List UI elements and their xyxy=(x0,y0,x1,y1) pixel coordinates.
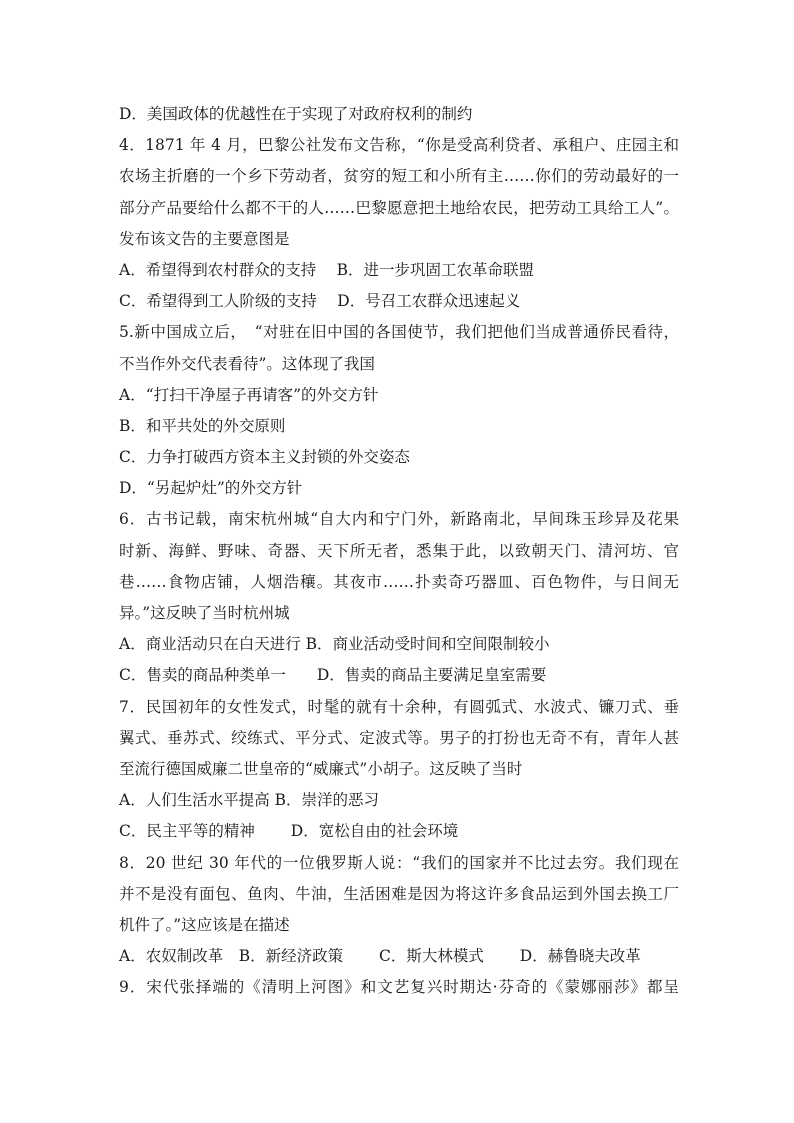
question-line: 并不是没有面包、鱼肉、牛油，生活困难是因为将这许多食品运到外国去换工厂 xyxy=(119,884,679,903)
option-line: A．“打扫干净屋子再请客”的外交方针 xyxy=(119,385,379,404)
option-line: A．商业活动只在白天进行 B．商业活动受时间和空间限制较小 xyxy=(119,635,550,654)
question-line: 至流行德国威廉二世皇帝的“威廉式”小胡子。这反映了当时 xyxy=(119,759,523,778)
question-line: 部分产品要给什么都不干的人……巴黎愿意把土地给农民，把劳动工具给工人”。 xyxy=(119,198,679,217)
question-line: 机件了。”这应该是在描述 xyxy=(119,915,290,934)
option-line: C．售卖的商品种类单一 D．售卖的商品主要满足皇室需要 xyxy=(119,666,547,685)
question-line: 8．20 世纪 30 年代的一位俄罗斯人说：“我们的国家并不比过去穷。我们现在 xyxy=(119,853,679,872)
option-line: A．希望得到农村群众的支持 B．进一步巩固工农革命联盟 xyxy=(119,260,535,279)
question-line: 5.新中国成立后， “对驻在旧中国的各国使节，我们把他们当成普通侨民看待， xyxy=(119,323,679,342)
question-line: 发布该文告的主要意图是 xyxy=(119,229,290,248)
question-line: 农场主折磨的一个乡下劳动者，贫穷的短工和小所有主……你们的劳动最好的一 xyxy=(119,167,679,186)
question-line: 7．民国初年的女性发式，时髦的就有十余种，有圆弧式、水波式、镰刀式、垂 xyxy=(119,697,679,716)
question-line: 时新、海鲜、野味、奇器、天下所无者，悉集于此，以致朝天门、清河坊、官 xyxy=(119,541,679,560)
option-line: B．和平共处的外交原则 xyxy=(119,416,286,435)
option-line: C．力争打破西方资本主义封锁的外交姿态 xyxy=(119,448,410,467)
document-page xyxy=(119,99,679,1003)
question-line: 9．宋代张择端的《清明上河图》和文艺复兴时期达·芬奇的《蒙娜丽莎》都呈 xyxy=(119,978,679,997)
question-line: 巷……食物店铺，人烟浩穰。其夜市……扑卖奇巧器皿、百色物件，与日间无 xyxy=(119,572,679,591)
option-line: D．美国政体的优越性在于实现了对政府权利的制约 xyxy=(119,105,473,123)
option-line: C．民主平等的精神 D．宽松自由的社会环境 xyxy=(119,822,459,841)
question-line: 4．1871 年 4 月，巴黎公社发布文告称，“你是受高利贷者、承租户、庄园主和 xyxy=(119,136,679,155)
question-line: 6．古书记载，南宋杭州城“自大内和宁门外，新路南北，早间珠玉珍异及花果 xyxy=(119,510,679,529)
question-line: 翼式、垂苏式、绞练式、平分式、定波式等。男子的打扮也无奇不有，青年人甚 xyxy=(119,728,679,747)
option-line: D．“另起炉灶”的外交方针 xyxy=(119,479,303,498)
option-line: A．农奴制改革 B．新经济政策 C．斯大林模式 D．赫鲁晓夫改革 xyxy=(119,947,641,966)
question-line: 异。”这反映了当时杭州城 xyxy=(119,604,290,622)
option-line: A．人们生活水平提高 B．崇洋的恶习 xyxy=(119,791,380,810)
option-line: C．希望得到工人阶级的支持 D．号召工农群众迅速起义 xyxy=(119,292,521,311)
question-line: 不当作外交代表看待”。这体现了我国 xyxy=(119,354,375,373)
